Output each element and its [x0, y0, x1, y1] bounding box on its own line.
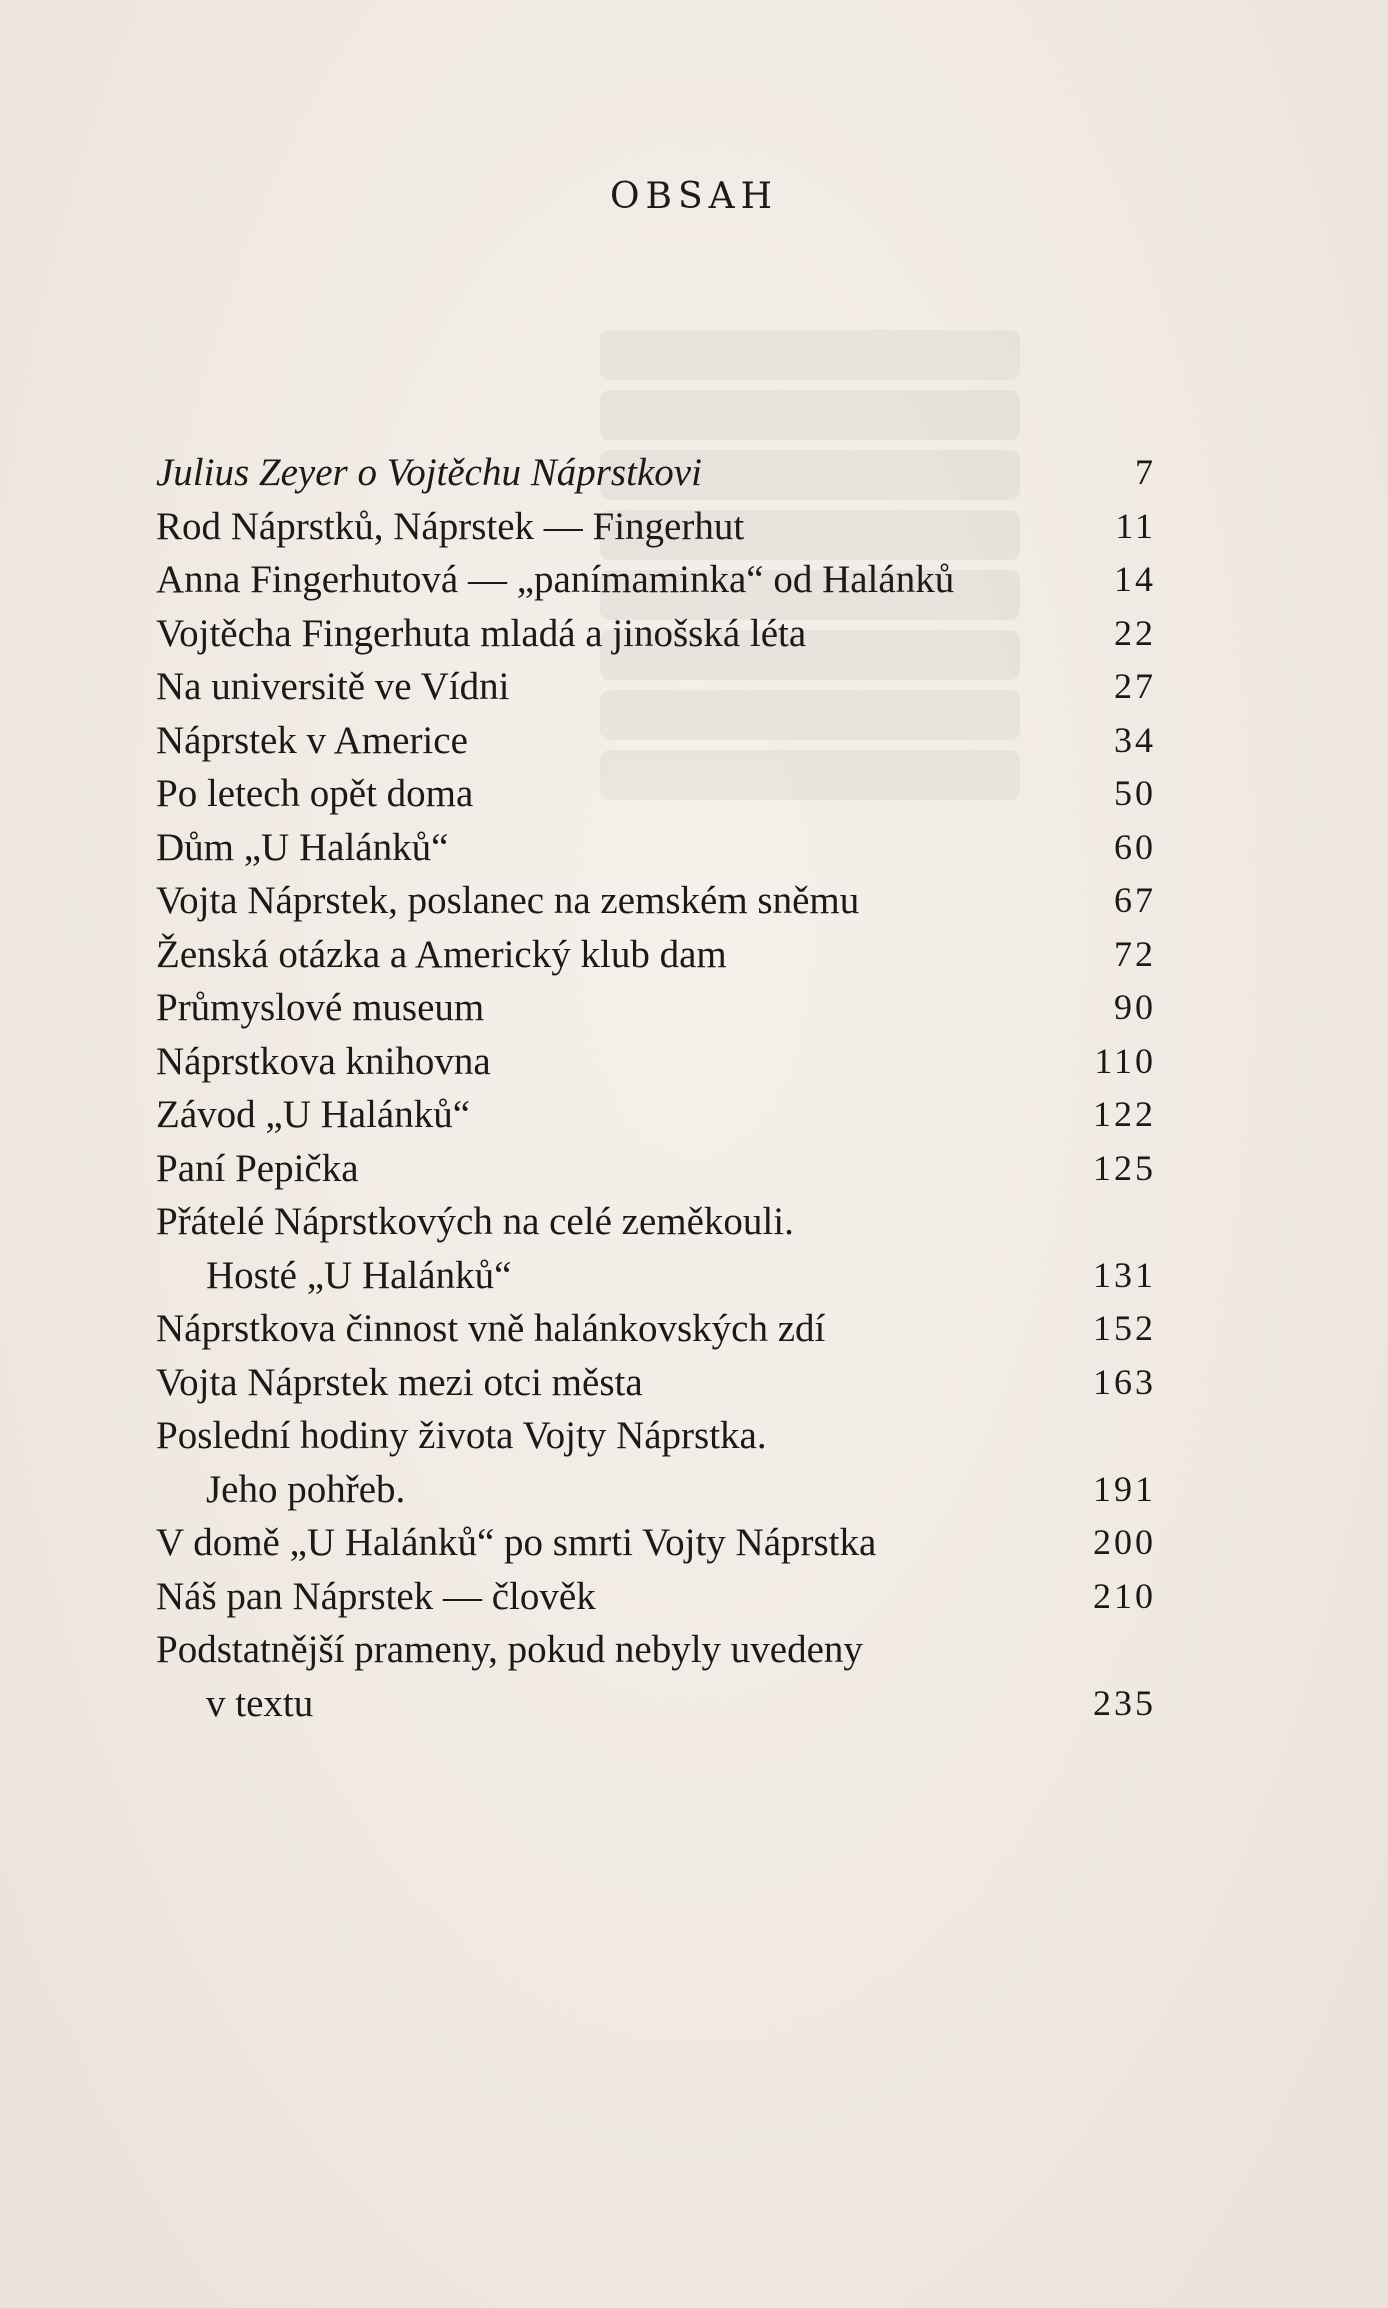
toc-entry	[156, 1516, 1156, 1570]
toc-entry-title: Vojta Náprstek, poslanec na zemském sněmu	[156, 879, 860, 922]
toc-entry-title: Náprstkova činnost vně halánkovských zdí	[156, 1307, 826, 1350]
toc-entry	[156, 714, 1156, 768]
toc-entry-title: Dům „U Halánků“	[156, 825, 449, 869]
toc-entry-continuation	[156, 1677, 1156, 1731]
toc-entry-title: Ženská otázka a Americký klub dam	[156, 932, 727, 976]
toc-entry-page: 235	[1093, 1682, 1156, 1723]
toc-entry-title: Poslední hodiny života Vojty Náprstka.	[156, 1414, 767, 1457]
toc-entry-title: Po letech opět doma	[156, 772, 474, 815]
toc-entry-title: V domě „U Halánků“ po smrti Vojty Náprstka	[156, 1521, 877, 1564]
toc-entry-page: 122	[1093, 1094, 1156, 1134]
toc-entry	[156, 1623, 1156, 1677]
toc-entry-title: Rod Náprstků, Náprstek — Fingerhut	[156, 504, 745, 548]
toc-entry-page: 34	[1114, 719, 1156, 760]
toc-entry-page: 110	[1094, 1040, 1156, 1081]
toc-entry-title: Vojtěcha Fingerhuta mladá a jinošská léta	[156, 611, 807, 655]
toc-entry-page: 7	[1135, 452, 1156, 492]
table-of-contents	[156, 446, 1156, 1730]
toc-entry	[156, 1356, 1156, 1410]
toc-entry-page: 200	[1093, 1522, 1156, 1562]
toc-entry	[156, 981, 1156, 1035]
toc-entry-title: Průmyslové museum	[156, 986, 485, 1029]
toc-entry-page: 131	[1093, 1254, 1156, 1295]
toc-entry-page: 125	[1093, 1147, 1156, 1188]
toc-entry-title: Náš pan Náprstek — člověk	[156, 1574, 596, 1618]
toc-entry-page: 210	[1093, 1575, 1156, 1616]
toc-entry-title: Podstatnější prameny, pokud nebyly uvedeny	[156, 1628, 863, 1671]
toc-entry-title: Anna Fingerhutová — „panímaminka“ od Halánků	[156, 558, 955, 601]
toc-entry-title-continuation: Hosté „U Halánků“	[206, 1253, 512, 1297]
toc-entry-page: 152	[1093, 1308, 1156, 1348]
toc-entry-title: Paní Pepička	[156, 1146, 359, 1190]
toc-entry	[156, 1302, 1156, 1356]
toc-entry-page: 27	[1114, 666, 1156, 706]
toc-entry	[156, 500, 1156, 554]
toc-entry-page: 72	[1114, 933, 1156, 974]
toc-entry-page: 60	[1114, 826, 1156, 867]
toc-entry-title: Vojta Náprstek mezi otci města	[156, 1360, 643, 1404]
toc-entry	[156, 1570, 1156, 1624]
toc-entry	[156, 607, 1156, 661]
toc-entry-page: 14	[1114, 559, 1156, 599]
toc-entry	[156, 874, 1156, 928]
toc-entry-continuation	[156, 1249, 1156, 1303]
page-title: OBSAH	[609, 176, 779, 217]
toc-entry	[156, 1088, 1156, 1142]
toc-entry-title: Julius Zeyer o Vojtěchu Náprstkovi	[156, 451, 702, 494]
toc-entry-page: 163	[1093, 1361, 1156, 1402]
toc-entry-page: 67	[1114, 880, 1156, 920]
toc-entry-title: Závod „U Halánků“	[156, 1093, 471, 1136]
toc-entry-page: 191	[1093, 1468, 1156, 1509]
toc-entry-page: 22	[1114, 612, 1156, 653]
toc-entry-title: Náprstek v Americe	[156, 718, 468, 762]
toc-entry	[156, 767, 1156, 821]
toc-entry-title: Přátelé Náprstkových na celé zeměkouli.	[156, 1200, 794, 1243]
toc-entry-title-continuation: Jeho pohřeb.	[206, 1467, 406, 1511]
toc-entry	[156, 1035, 1156, 1089]
toc-entry-page: 90	[1114, 987, 1156, 1027]
toc-entry-page: 50	[1114, 773, 1156, 813]
toc-entry	[156, 553, 1156, 607]
toc-entry-title: Náprstkova knihovna	[156, 1039, 491, 1083]
toc-entry-continuation	[156, 1463, 1156, 1517]
toc-entry	[156, 928, 1156, 982]
toc-entry-page: 11	[1115, 505, 1156, 546]
toc-entry	[156, 446, 1156, 500]
toc-entry	[156, 821, 1156, 875]
toc-entry	[156, 1142, 1156, 1196]
toc-entry-title-continuation: v textu	[206, 1681, 314, 1725]
toc-entry	[156, 1409, 1156, 1463]
toc-entry-title: Na universitě ve Vídni	[156, 665, 510, 708]
toc-entry	[156, 1195, 1156, 1249]
toc-entry	[156, 660, 1156, 714]
